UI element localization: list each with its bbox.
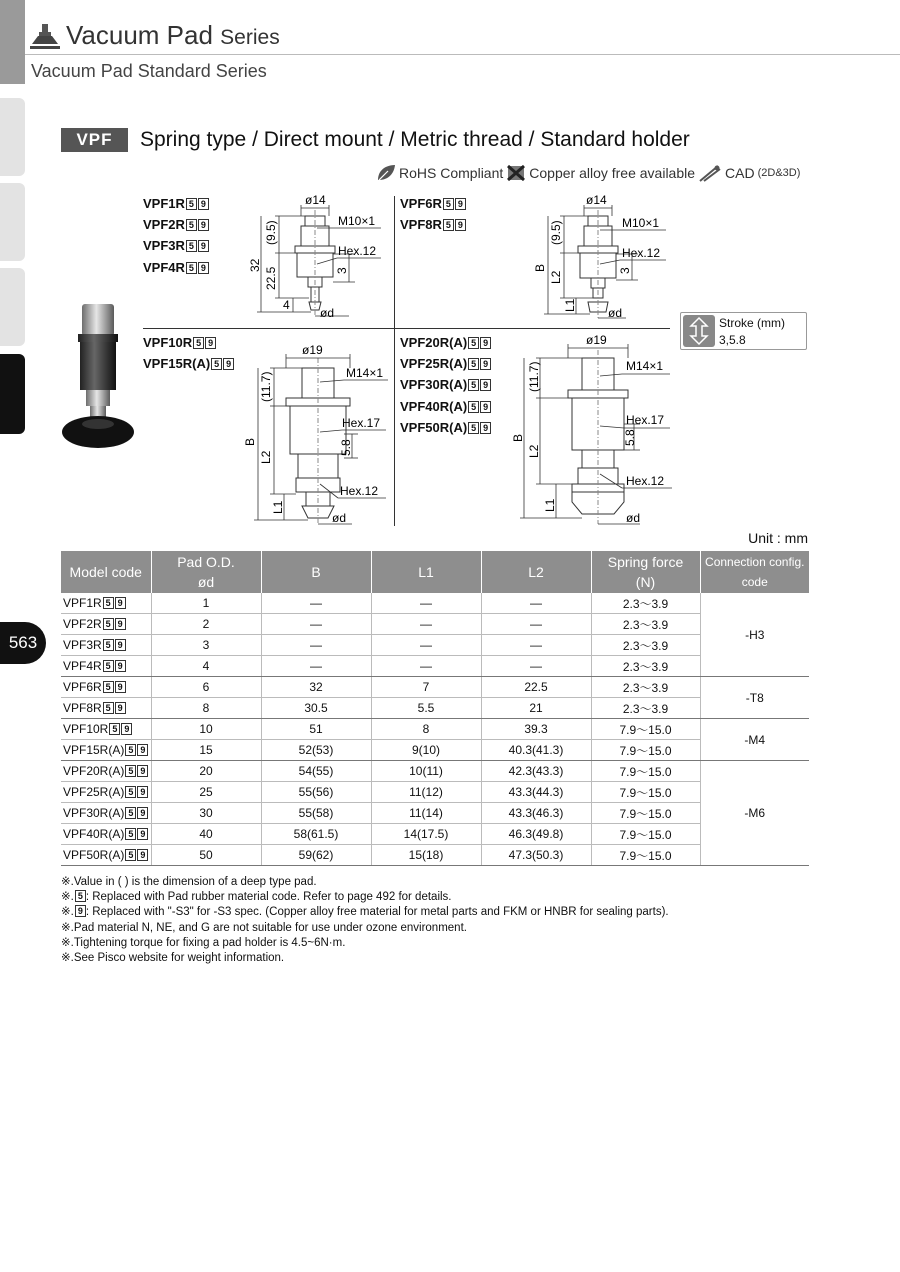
note-line: ※.Pad material N, NE, and G are not suitable for use under ozone environment. <box>61 921 467 934</box>
header-b: B <box>261 551 371 593</box>
model-item: VPF15R(A) 5 9 <box>143 353 234 374</box>
model-item: VPF40R(A) 5 9 <box>400 396 491 417</box>
table-row: VPF1R 5 9 1 — — — 2.3～3.9 -H3 <box>61 593 809 614</box>
page-subtitle: Vacuum Pad Standard Series <box>31 61 267 81</box>
section-tab-1 <box>0 98 25 176</box>
product-badge: VPF <box>61 128 128 152</box>
dim-hex: Hex.12 <box>622 246 661 260</box>
dim-od: ø19 <box>586 334 607 347</box>
dim-L2: L2 <box>527 444 541 458</box>
conn-code: -H3 <box>700 593 809 677</box>
dim-32: 32 <box>248 258 262 272</box>
dim-od: ø19 <box>302 343 323 357</box>
model-item: VPF4R 5 9 <box>143 257 209 278</box>
dim-hex12: Hex.12 <box>626 474 665 488</box>
dim-od: ø14 <box>305 193 326 207</box>
dim-225: 22.5 <box>264 266 278 290</box>
dim-thread: M10×1 <box>622 216 660 230</box>
dim-58: 5.8 <box>623 429 637 446</box>
cad-icon <box>698 164 722 182</box>
dim-L1: L1 <box>271 500 285 514</box>
header-pad: Pad O.D. ød <box>151 551 261 593</box>
dim-4: 4 <box>283 298 290 312</box>
dim-95: (9.5) <box>264 220 278 245</box>
dim-L2: L2 <box>549 270 563 284</box>
note-line: ※. 9 : Replaced with "-S3" for -S3 spec. (Copper alloy free material for metal parts and FKM or HNBR for sealing parts). <box>61 906 669 919</box>
stroke-label: Stroke (mm) <box>719 316 785 330</box>
table-row: VPF15R(A) 5 9 15 52(53) 9(10) 40.3(41.3) 7.9～15.0 <box>61 740 809 761</box>
note-line: ※.Value in ( ) is the dimension of a deep type pad. <box>61 876 317 888</box>
table-row: VPF30R(A) 5 9 30 55(58) 11(14) 43.3(46.3) 7.9～15.0 <box>61 803 809 824</box>
copper-free-label: Copper alloy free available <box>529 165 696 181</box>
rohs-label: RoHS Compliant <box>399 165 504 181</box>
diagram-g2 <box>530 192 680 324</box>
diagram-g4 <box>510 334 680 526</box>
dim-B: B <box>243 437 257 446</box>
diagram-g1 <box>245 192 395 324</box>
dim-hex17: Hex.17 <box>626 413 665 427</box>
model-item: VPF50R(A) 5 9 <box>400 417 491 438</box>
section-tab-active <box>0 354 25 434</box>
dim-3: 3 <box>335 267 349 274</box>
model-item: VPF30R(A) 5 9 <box>400 374 491 395</box>
header-model: Model code <box>61 551 151 593</box>
model-item: VPF8R 5 9 <box>400 214 466 235</box>
dim-pad: ød <box>608 306 623 320</box>
dim-pad: ød <box>320 306 335 320</box>
table-row: VPF20R(A) 5 9 20 54(55) 10(11) 42.3(43.3) 7.9～15.0 -M6 <box>61 761 809 782</box>
model-item: VPF6R 5 9 <box>400 193 466 214</box>
note-line: ※.Tightening torque for fixing a pad holder is 4.5~6N·m. <box>61 936 346 949</box>
table-row: VPF8R 5 9 8 30.5 5.5 21 2.3～3.9 <box>61 698 809 719</box>
note-line: ※. 5 : Replaced with Pad rubber material code. Refer to page 492 for details. <box>61 891 452 904</box>
notes <box>61 875 669 966</box>
diagram-divider-h <box>143 328 670 329</box>
model-list-g1 <box>143 193 209 278</box>
note-line: ※.See Pisco website for weight information. <box>61 952 285 965</box>
dim-thread: M10×1 <box>338 214 376 228</box>
dim-hex: Hex.12 <box>338 244 377 258</box>
copper-free-icon <box>506 164 526 182</box>
dim-58: 5.8 <box>339 439 353 456</box>
header-l2: L2 <box>481 551 591 593</box>
dim-L2: L2 <box>259 450 273 464</box>
dim-B: B <box>511 433 525 442</box>
model-item: VPF25R(A) 5 9 <box>400 353 491 374</box>
table-row: VPF25R(A) 5 9 25 55(56) 11(12) 43.3(44.3) 7.9～15.0 <box>61 782 809 803</box>
model-item: VPF1R 5 9 <box>143 193 209 214</box>
model-list-g4 <box>400 332 491 438</box>
cad-label: CAD <box>725 165 755 181</box>
cad-note: (2D&3D) <box>757 167 801 179</box>
header-l1: L1 <box>371 551 481 593</box>
leaf-icon <box>376 164 396 182</box>
conn-code: -M6 <box>700 761 809 866</box>
dim-117: (11.7) <box>259 371 273 402</box>
dim-L1: L1 <box>563 298 577 312</box>
table-row: VPF50R(A) 5 9 50 59(62) 15(18) 47.3(50.3) 7.9～15.0 <box>61 845 809 866</box>
dim-B: B <box>533 263 547 272</box>
conn-code: -T8 <box>700 677 809 719</box>
table-row: VPF2R 5 9 2 — — — 2.3～3.9 <box>61 614 809 635</box>
header-conn: Connection config. code <box>700 551 809 593</box>
series-main: Vacuum Pad <box>66 20 213 50</box>
dim-hex17: Hex.17 <box>342 416 381 430</box>
table-row: VPF6R 5 9 6 32 7 22.5 2.3～3.9 -T8 <box>61 677 809 698</box>
unit-label: Unit : mm <box>748 530 808 546</box>
section-tab-3 <box>0 268 25 346</box>
dim-3: 3 <box>618 267 632 274</box>
product-photo <box>60 300 140 450</box>
dim-od: ø14 <box>586 193 607 207</box>
table-header-row <box>61 551 809 593</box>
dim-pad: ød <box>332 511 347 525</box>
header-spring: Spring force (N) <box>591 551 700 593</box>
diagram-g3 <box>240 334 395 526</box>
model-item: VPF20R(A) 5 9 <box>400 332 491 353</box>
model-item: VPF3R 5 9 <box>143 235 209 256</box>
model-list-g2 <box>400 193 466 235</box>
conn-code: -M4 <box>700 719 809 761</box>
stroke-icon <box>683 315 715 347</box>
dim-thread: M14×1 <box>626 359 664 373</box>
stroke-value: 3,5.8 <box>719 333 746 347</box>
section-tab-header <box>0 0 25 84</box>
table-row: VPF4R 5 9 4 — — — 2.3～3.9 <box>61 656 809 677</box>
product-title: Spring type / Direct mount / Metric thread / Standard holder <box>140 128 690 151</box>
dim-pad: ød <box>626 511 641 525</box>
dim-thread: M14×1 <box>346 366 384 380</box>
compliance-row <box>376 164 800 182</box>
model-item: VPF10R 5 9 <box>143 332 234 353</box>
series-suffix: Series <box>220 26 280 49</box>
dim-hex12: Hex.12 <box>340 484 379 498</box>
table-row: VPF3R 5 9 3 — — — 2.3～3.9 <box>61 635 809 656</box>
section-tab-2 <box>0 183 25 261</box>
dim-95: (9.5) <box>549 220 563 245</box>
table-row: VPF40R(A) 5 9 40 58(61.5) 14(17.5) 46.3(49.8) 7.9～15.0 <box>61 824 809 845</box>
model-list-g3 <box>143 332 234 374</box>
page-number: 563 <box>0 622 46 664</box>
series-title <box>66 20 280 51</box>
table-row: VPF10R 5 9 10 51 8 39.3 7.9～15.0 -M4 <box>61 719 809 740</box>
header-divider <box>25 54 900 55</box>
spec-table <box>61 551 809 866</box>
vacuum-pad-icon <box>30 24 60 50</box>
model-item: VPF2R 5 9 <box>143 214 209 235</box>
dim-L1: L1 <box>543 498 557 512</box>
stroke-info-box <box>680 312 807 350</box>
dim-117: (11.7) <box>527 361 541 392</box>
